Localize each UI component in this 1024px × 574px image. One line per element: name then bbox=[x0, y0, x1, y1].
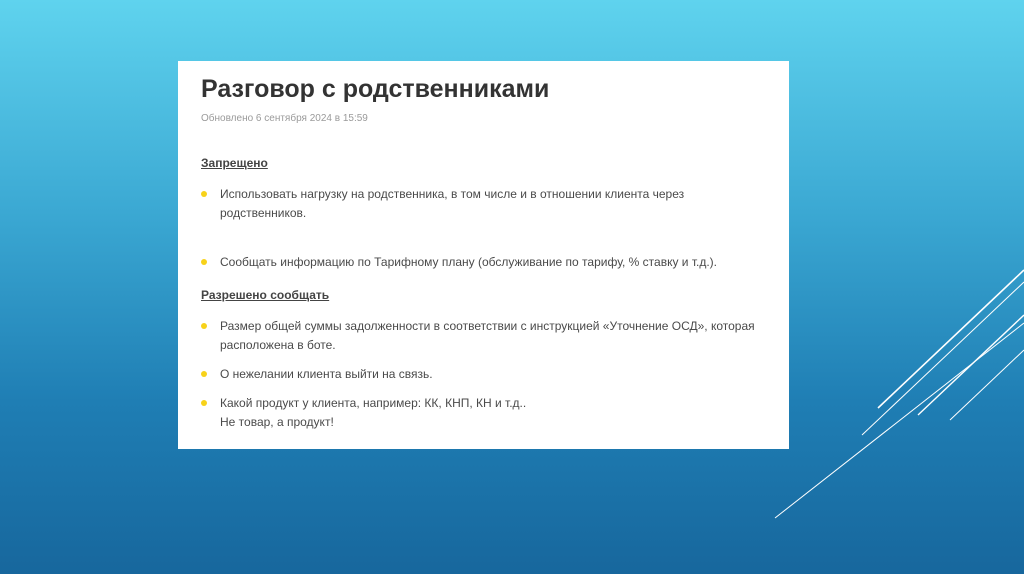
allowed-item-text bbox=[220, 394, 526, 432]
item-line: Использовать нагрузку на родственника, в том числе и в отношении клиента через bbox=[220, 187, 685, 201]
updated-timestamp: Обновлено 6 сентября 2024 в 15:59 bbox=[201, 113, 368, 124]
item-line: родственников. bbox=[220, 206, 307, 220]
decorative-line-1 bbox=[878, 270, 1024, 408]
decorative-line-5 bbox=[950, 350, 1024, 420]
allowed-heading: Разрешено сообщать bbox=[201, 288, 330, 302]
allowed-item-text bbox=[220, 365, 433, 384]
allowed-item bbox=[201, 366, 761, 384]
decorative-line-4 bbox=[775, 323, 1024, 518]
forbidden-item-text bbox=[220, 253, 717, 272]
allowed-item-text bbox=[220, 317, 755, 355]
bullet-icon bbox=[201, 400, 207, 406]
item-line: Размер общей суммы задолженности в соответствии с инструкцией «Уточнение ОСД», которая bbox=[220, 319, 755, 333]
allowed-item bbox=[201, 395, 761, 432]
item-line: Какой продукт у клиента, например: КК, КНП, КН и т.д.. bbox=[220, 396, 527, 410]
item-line: расположена в боте. bbox=[220, 338, 336, 352]
forbidden-heading: Запрещено bbox=[201, 156, 268, 170]
bullet-icon bbox=[201, 371, 207, 377]
allowed-item bbox=[201, 318, 761, 355]
bullet-icon bbox=[201, 323, 207, 329]
item-line: О нежелании клиента выйти на связь. bbox=[220, 367, 433, 381]
forbidden-item-text bbox=[220, 185, 684, 223]
bullet-icon bbox=[201, 259, 207, 265]
article-title: Разговор с родственниками bbox=[201, 75, 550, 103]
decorative-line-2 bbox=[862, 282, 1024, 435]
item-line: Сообщать информацию по Тарифному плану (обслуживание по тарифу, % ставку и т.д.). bbox=[220, 255, 717, 269]
forbidden-item bbox=[201, 254, 761, 272]
decorative-line-3 bbox=[918, 315, 1024, 415]
bullet-icon bbox=[201, 191, 207, 197]
forbidden-item bbox=[201, 186, 761, 223]
article-card bbox=[178, 61, 789, 449]
item-line: Не товар, а продукт! bbox=[220, 415, 334, 429]
